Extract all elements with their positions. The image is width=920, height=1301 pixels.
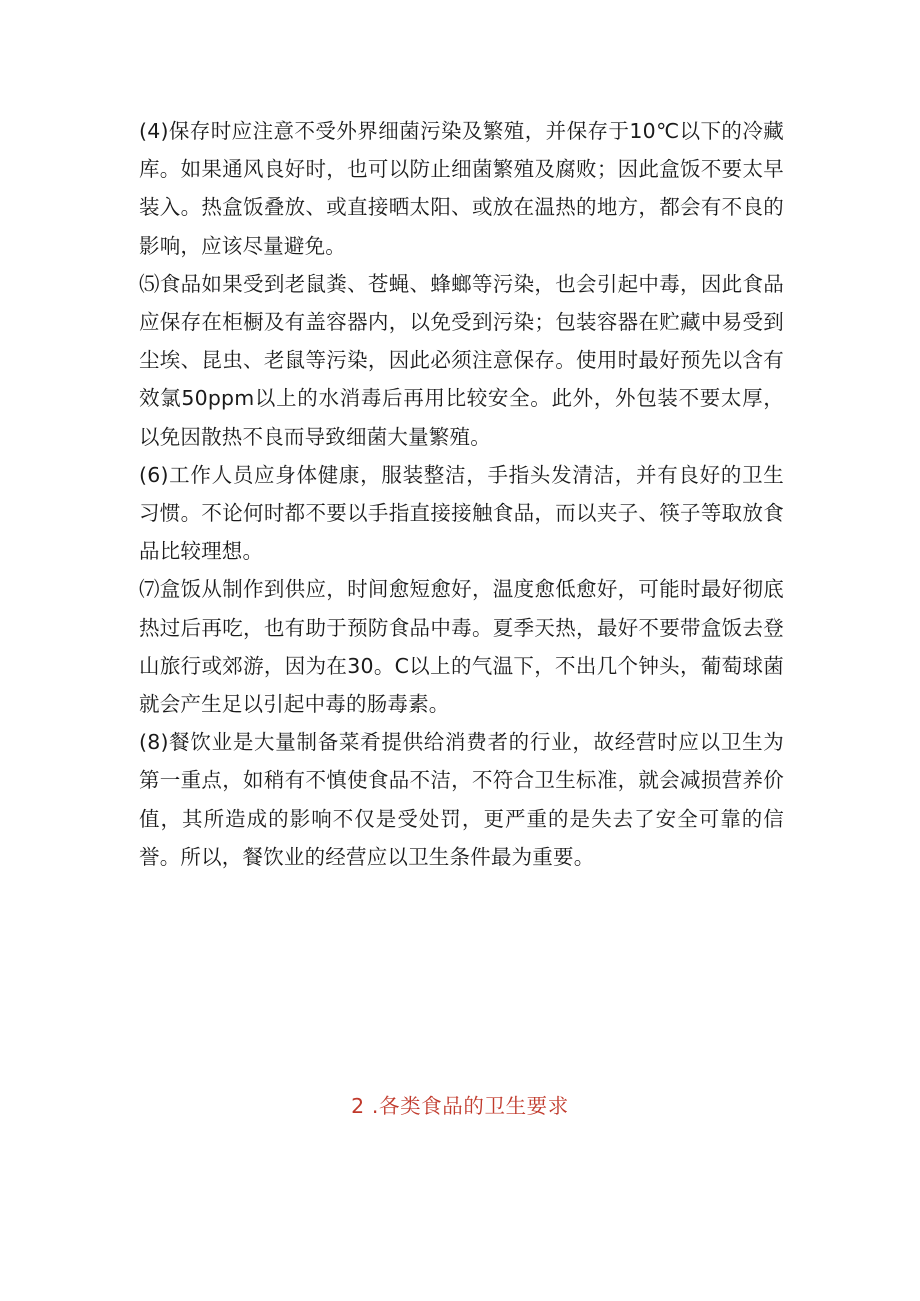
document-body [139, 112, 784, 876]
paragraph-contamination: ⑸食品如果受到老鼠粪、苍蝇、蜂螂等污染，也会引起中毒，因此食品应保存在柜橱及有盖容器内，以免受到污染；包装容器在贮藏中易受到尘埃、昆虫、老鼠等污染，因此必须注意保存。使用时最好预先以含有效氯50ppm以上的水消毒后再用比较安全。此外，外包装不要太厚，以免因散热不良而导致细菌大量繁殖。 [139, 271, 784, 449]
paragraph-storage-temperature: (4)保存时应注意不受外界细菌污染及繁殖，并保存于10℃以下的冷藏库。如果通风良好时，也可以防止细菌繁殖及腐败；因此盒饭不要太早装入。热盒饭叠放、或直接晒太阳、或放在温热的地方，都会有不良的影响，应该尽量避免。 [139, 119, 784, 258]
paragraph-catering-industry: (8)餐饮业是大量制备菜肴提供给消费者的行业，故经营时应以卫生为第一重点，如稍有不慎使食品不洁，不符合卫生标准，就会减损营养价值，其所造成的影响不仅是受处罚，更严重的是失去了安全可靠的信誉。所以，餐饮业的经营应以卫生条件最为重要。 [139, 730, 784, 869]
paragraph-staff-hygiene: (6)工作人员应身体健康，服装整洁，手指头发清洁，并有良好的卫生习惯。不论何时都不要以手指直接接触食品，而以夹子、筷子等取放食品比较理想。 [139, 462, 784, 564]
paragraph-serving-time: ⑺盒饭从制作到供应，时间愈短愈好，温度愈低愈好，可能时最好彻底热过后再吃，也有助于预防食品中毒。夏季天热，最好不要带盒饭去登山旅行或郊游，因为在30。C以上的气温下，不出几个钟头，葡萄球菌就会产生足以引起中毒的肠毒素。 [139, 577, 784, 717]
section-heading: 2 .各类食品的卫生要求 [351, 1094, 569, 1118]
